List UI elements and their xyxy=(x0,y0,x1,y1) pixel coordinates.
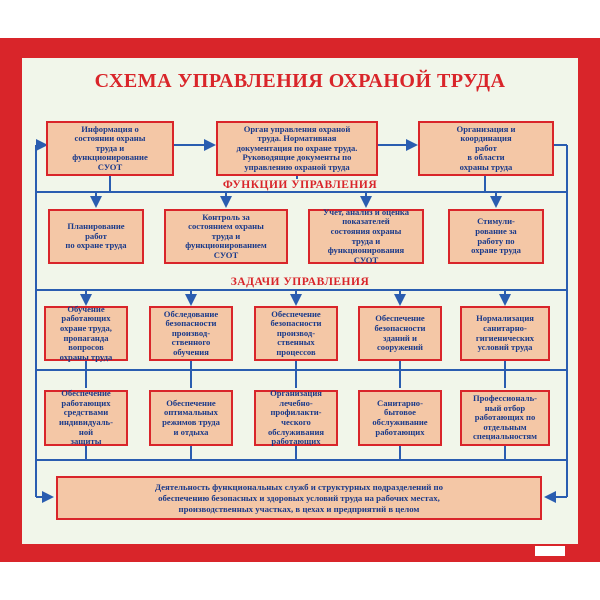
publisher-logo xyxy=(535,546,565,556)
task-box-selection: Профессиональ- ный отбор работающих по отдельным специальностям xyxy=(460,390,550,446)
task-box-sanitary-conditions: Нормализация санитарно- гигиенических условий труда xyxy=(460,306,550,361)
bottom-activity-box: Деятельность функциональных служб и структурных подразделений по обеспечению безопасных и здоровых условий труда на рабочих местах, производственных участках, в цехах и предприятий в целом xyxy=(56,476,542,520)
organization-box: Организация и координация работ в области охраны труда xyxy=(418,121,554,176)
task-box-work-rest: Обеспечение оптимальных режимов труда и отдыха xyxy=(149,390,233,446)
function-box-incentives: Стимули- рование за работу по охране труда xyxy=(448,209,544,264)
diagram-title: СХЕМА УПРАВЛЕНИЯ ОХРАНОЙ ТРУДА xyxy=(94,70,506,92)
functions-heading: ФУНКЦИИ УПРАВЛЕНИЯ xyxy=(0,179,600,191)
management-body-box: Орган управления охраной труда. Нормативная документация по охране труда. Руководящие документы по управлению охраной труда xyxy=(216,121,378,176)
function-box-control: Контроль за состоянием охраны труда и функционированием СУОТ xyxy=(164,209,288,264)
task-box-building-safety: Обеспечение безопасности зданий и сооружений xyxy=(358,306,442,361)
task-box-ppe: Обеспечение работающих средствами индивидуаль- ной защиты xyxy=(44,390,128,446)
function-box-accounting: Учет, анализ и оценка показателей состояния охраны труда и функционирования СУОТ xyxy=(308,209,424,264)
task-box-training-safety: Обследование безопасности производ- ственного обучения xyxy=(149,306,233,361)
tasks-heading: ЗАДАЧИ УПРАВЛЕНИЯ xyxy=(0,276,600,288)
function-box-planning: Планирование работ по охране труда xyxy=(48,209,144,264)
task-box-medical: Организация лечебно- профилакти- ческого обслуживания работающих xyxy=(254,390,338,446)
info-box: Информация о состоянии охраны труда и функционирование СУОТ xyxy=(46,121,174,176)
task-box-process-safety: Обеспечение безопасности производ- ственных процессов xyxy=(254,306,338,361)
task-box-welfare: Санитарно- бытовое обслуживание работающих xyxy=(358,390,442,446)
task-box-training: Обучение работающих охране труда, пропаганда вопросов охраны труда xyxy=(44,306,128,361)
